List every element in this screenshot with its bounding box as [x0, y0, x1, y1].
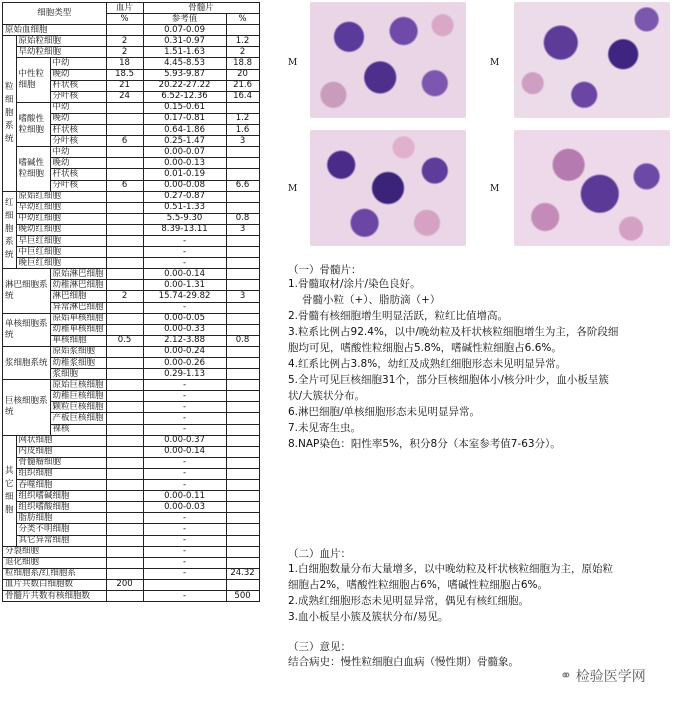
opinion-text: 结合病史：慢性粒细胞白血病（慢性期）骨髓象。 [288, 656, 519, 668]
blood-percent [106, 125, 143, 136]
table-row [3, 36, 260, 47]
reference-value: - [143, 247, 226, 258]
bone-marrow-percent [226, 380, 259, 391]
reference-value: - [143, 524, 226, 535]
bm-item: 骨髓小粒（+）、脂肪滴（+） [302, 294, 441, 306]
bone-marrow-percent: 16.4 [226, 91, 259, 102]
reference-value: 0.00-0.03 [143, 502, 226, 513]
blood-percent: 6 [106, 136, 143, 147]
reference-value: 0.00-0.05 [143, 313, 226, 324]
reference-value: 0.00-0.33 [143, 324, 226, 335]
bone-marrow-percent: 0.8 [226, 335, 259, 346]
cell-type-name: 分叶核 [50, 180, 106, 191]
cell-type-name: 原始单核细胞 [50, 313, 106, 324]
reference-value: - [143, 380, 226, 391]
bm-item: 状/大簇状分布。 [288, 390, 366, 402]
wechat-icon: ⚭ [560, 668, 572, 684]
image-label: M [288, 184, 298, 194]
reference-value: 0.00-0.37 [143, 435, 226, 446]
bone-marrow-percent [226, 191, 259, 202]
cell-type-name: 颗粒巨核细胞 [50, 402, 106, 413]
blood-item: 3.血小板呈小簇及簇状分布/易见。 [288, 611, 449, 623]
cell-type-name: 原始粒细胞 [16, 36, 106, 47]
table-row [3, 247, 260, 258]
bone-marrow-percent: 3 [226, 136, 259, 147]
table-row [3, 524, 260, 535]
blood-item: 2.成熟红细胞形态未见明显异常，偶见有核红细胞。 [288, 595, 530, 607]
reference-value: 0.27-0.87 [143, 191, 226, 202]
blood-percent [106, 202, 143, 213]
reference-value: 0.00-0.14 [143, 269, 226, 280]
blood-percent [106, 502, 143, 513]
cell-type-name: 淋巴细胞 [50, 291, 106, 302]
table-row [3, 213, 260, 224]
reference-value: - [143, 546, 226, 557]
cell-type-name: 分类不明细胞 [16, 524, 106, 535]
table-row [3, 468, 260, 479]
reference-value: - [143, 413, 226, 424]
cell-type-name: 晚巨红细胞 [16, 258, 106, 269]
reference-value: 1.51-1.63 [143, 47, 226, 58]
subgroup-label: 嗜碱性粒细胞 [16, 147, 50, 191]
cell-type-name: 中巨红细胞 [16, 247, 106, 258]
cell-type-name: 杆状核 [50, 80, 106, 91]
reference-value: 0.31-0.97 [143, 36, 226, 47]
blood-percent [106, 468, 143, 479]
table-row [3, 224, 260, 235]
blood-percent [106, 480, 143, 491]
table-row [3, 47, 260, 58]
blood-percent [106, 313, 143, 324]
reference-value: - [143, 402, 226, 413]
blood-percent [106, 247, 143, 258]
image-label: M [288, 58, 298, 68]
micrograph-2 [514, 2, 670, 118]
bm-item: 2.骨髓有核细胞增生明显活跃，粒红比值增高。 [288, 310, 509, 322]
table-row [3, 502, 260, 513]
bone-marrow-percent [226, 468, 259, 479]
blood-percent [106, 590, 143, 601]
cell-type-name: 原始淋巴细胞 [50, 269, 106, 280]
micrograph-1 [310, 2, 466, 118]
reference-value: - [143, 258, 226, 269]
group-label: 红细胞系统 [3, 191, 17, 269]
blood-percent [106, 446, 143, 457]
cell-type-name: 晚幼 [50, 69, 106, 80]
cell-type-name: 骨髓瘤细胞 [16, 457, 106, 468]
bone-marrow-percent [226, 169, 259, 180]
blood-percent [106, 358, 143, 369]
reference-value: - [143, 302, 226, 313]
table-row [3, 202, 260, 213]
cell-type-name: 分裂细胞 [3, 546, 107, 557]
bone-marrow-percent: 2 [226, 47, 259, 58]
bone-marrow-percent: 21.6 [226, 80, 259, 91]
bone-marrow-percent [226, 524, 259, 535]
reference-value: - [143, 568, 226, 579]
reference-value: 0.00-0.26 [143, 358, 226, 369]
header-reference: 参考值 [143, 14, 226, 25]
bone-marrow-percent [226, 557, 259, 568]
table-row [3, 380, 260, 391]
blood-percent [106, 25, 143, 36]
group-label: 淋巴细胞系统 [3, 269, 51, 313]
bm-item: 1.骨髓取材/涂片/染色良好。 [288, 278, 421, 290]
reference-value: 0.07-0.09 [143, 25, 226, 36]
bone-marrow-percent [226, 280, 259, 291]
cell-type-name: 早幼红细胞 [16, 202, 106, 213]
blood-percent [106, 435, 143, 446]
cell-type-name: 幼稚淋巴细胞 [50, 280, 106, 291]
table-row [3, 513, 260, 524]
blood-percent [106, 158, 143, 169]
reference-value: 0.00-0.13 [143, 158, 226, 169]
reference-value: - [143, 535, 226, 546]
reference-value: 0.01-0.19 [143, 169, 226, 180]
header-blood-smear: 血片 [106, 3, 143, 14]
bone-marrow-percent [226, 513, 259, 524]
bm-item: 6.淋巴细胞/单核细胞形态未见明显异常。 [288, 406, 481, 418]
cell-type-name: 原始浆细胞 [50, 346, 106, 357]
cell-type-name: 脂肪细胞 [16, 513, 106, 524]
table-row [3, 346, 260, 357]
table-row [3, 568, 260, 579]
cell-type-name: 其它异常细胞 [16, 535, 106, 546]
table-row [3, 235, 260, 246]
blood-percent: 2 [106, 291, 143, 302]
watermark-text: 检验医学网 [575, 669, 646, 685]
bone-marrow-percent: 3 [226, 291, 259, 302]
bm-item: 4.红系比例占3.8%，幼红及成熟红细胞形态未见明显异常。 [288, 358, 567, 370]
table-row [3, 435, 260, 446]
reference-value: 0.00-0.24 [143, 346, 226, 357]
bone-marrow-percent [226, 324, 259, 335]
table-row [3, 535, 260, 546]
bone-marrow-percent [226, 435, 259, 446]
blood-percent [106, 491, 143, 502]
reference-value: 0.25-1.47 [143, 136, 226, 147]
group-label: 巨核细胞系统 [3, 380, 51, 435]
subgroup-label: 嗜酸性粒细胞 [16, 102, 50, 146]
cell-type-name: 分叶核 [50, 136, 106, 147]
cell-type-name: 产板巨核细胞 [50, 413, 106, 424]
reference-value: 0.00-0.08 [143, 180, 226, 191]
blood-percent: 0.5 [106, 335, 143, 346]
cell-type-name: 中幼 [50, 102, 106, 113]
table-row [3, 579, 260, 590]
table-row [3, 557, 260, 568]
cell-type-name: 单核细胞 [50, 335, 106, 346]
table-row [3, 313, 260, 324]
cell-type-name: 吞噬细胞 [16, 480, 106, 491]
cell-type-name: 晚幼红细胞 [16, 224, 106, 235]
cell-type-name: 骨髓片共数有核细胞数 [3, 590, 107, 601]
reference-value: 6.52-12.36 [143, 91, 226, 102]
bone-marrow-percent [226, 457, 259, 468]
bone-marrow-percent: 0.8 [226, 213, 259, 224]
cell-type-name: 血片共数白细胞数 [3, 579, 107, 590]
reference-value: 0.17-0.81 [143, 113, 226, 124]
bone-marrow-percent: 6.6 [226, 180, 259, 191]
table-row [3, 446, 260, 457]
cell-type-name: 幼稚浆细胞 [50, 358, 106, 369]
blood-percent [106, 535, 143, 546]
cell-type-name: 杆状核 [50, 125, 106, 136]
reference-value: 4.45-8.53 [143, 58, 226, 69]
cell-type-name: 中幼 [50, 147, 106, 158]
reference-value: - [143, 391, 226, 402]
header-percent: % [226, 14, 259, 25]
cell-type-name: 早巨红细胞 [16, 235, 106, 246]
bone-marrow-percent: 20 [226, 69, 259, 80]
bone-marrow-percent [226, 391, 259, 402]
bone-marrow-percent: 3 [226, 224, 259, 235]
reference-value: - [143, 513, 226, 524]
bone-marrow-percent [226, 346, 259, 357]
cell-type-name: 原始红细胞 [16, 191, 106, 202]
reference-value: - [143, 424, 226, 435]
blood-percent: 18 [106, 58, 143, 69]
cell-type-name: 裸核 [50, 424, 106, 435]
blood-percent [106, 402, 143, 413]
bone-marrow-percent [226, 25, 259, 36]
bone-marrow-percent [226, 424, 259, 435]
blood-percent [106, 113, 143, 124]
cell-type-name: 退化细胞 [3, 557, 107, 568]
bone-marrow-percent [226, 446, 259, 457]
watermark [560, 666, 646, 686]
reference-value: 0.15-0.61 [143, 102, 226, 113]
blood-percent [106, 457, 143, 468]
cell-type-name: 杆状核 [50, 169, 106, 180]
reference-value: 0.00-0.14 [143, 446, 226, 457]
table-row [3, 25, 260, 36]
bm-item: 5.全片可见巨核细胞31个，部分巨核细胞体小/核分叶少，血小板呈簇 [288, 374, 609, 386]
blood-percent [106, 557, 143, 568]
reference-value: 5.5-9.30 [143, 213, 226, 224]
blood-percent [106, 546, 143, 557]
bone-marrow-section-title: （一）骨髓片： [288, 264, 362, 276]
image-label: M [490, 184, 500, 194]
blood-percent [106, 224, 143, 235]
reference-value: 0.00-0.11 [143, 491, 226, 502]
blood-percent [106, 213, 143, 224]
table-row [3, 491, 260, 502]
cell-type-name: 幼稚单核细胞 [50, 324, 106, 335]
blood-percent: 18.5 [106, 69, 143, 80]
blood-percent [106, 235, 143, 246]
header-percent: % [106, 14, 143, 25]
cell-type-name: 中幼 [50, 58, 106, 69]
blood-percent: 6 [106, 180, 143, 191]
cell-type-name: 浆细胞 [50, 369, 106, 380]
bone-marrow-percent [226, 502, 259, 513]
blood-percent [106, 269, 143, 280]
cell-type-name: 早幼粒细胞 [16, 47, 106, 58]
blood-percent [106, 324, 143, 335]
micrograph-3 [310, 130, 466, 246]
reference-value: 0.64-1.86 [143, 125, 226, 136]
table-header-row [3, 3, 260, 14]
table-row [3, 269, 260, 280]
reference-value: 0.29-1.13 [143, 369, 226, 380]
blood-percent [106, 302, 143, 313]
header-cell-type: 细胞类型 [3, 3, 107, 25]
bone-marrow-percent: 500 [226, 590, 259, 601]
blood-percent [106, 258, 143, 269]
bone-marrow-percent: 18.8 [226, 58, 259, 69]
reference-value: 0.51-1.33 [143, 202, 226, 213]
blood-percent [106, 413, 143, 424]
blood-percent [106, 102, 143, 113]
blood-section-title: （二）血片： [288, 548, 351, 560]
bone-marrow-percent [226, 369, 259, 380]
blood-percent [106, 346, 143, 357]
bone-marrow-percent [226, 202, 259, 213]
group-label: 粒细胞系统 [3, 36, 17, 191]
table-row [3, 102, 260, 113]
cell-type-name: 异常淋巴细胞 [50, 302, 106, 313]
cell-type-name: 组织嗜碱细胞 [16, 491, 106, 502]
image-label: M [490, 58, 500, 68]
cell-type-name: 组织细胞 [16, 468, 106, 479]
reference-value: - [143, 480, 226, 491]
cell-type-name: 晚幼 [50, 113, 106, 124]
blood-percent: 2 [106, 36, 143, 47]
table-row [3, 546, 260, 557]
bone-marrow-percent [226, 235, 259, 246]
blood-percent [106, 280, 143, 291]
blood-percent: 21 [106, 80, 143, 91]
reference-value: - [143, 590, 226, 601]
blood-percent [106, 513, 143, 524]
cell-type-name: 原始血细胞 [3, 25, 107, 36]
blood-percent [106, 369, 143, 380]
bone-marrow-percent [226, 258, 259, 269]
blood-percent [106, 191, 143, 202]
reference-value: - [143, 557, 226, 568]
group-label: 单核细胞系统 [3, 313, 51, 346]
reference-value: - [143, 457, 226, 468]
header-bone-marrow-smear: 骨髓片 [143, 3, 259, 14]
bone-marrow-percent: 1.6 [226, 125, 259, 136]
cell-type-name: 原始巨核细胞 [50, 380, 106, 391]
bone-marrow-percent [226, 102, 259, 113]
bone-marrow-percent [226, 269, 259, 280]
cell-type-name: 中幼红细胞 [16, 213, 106, 224]
bone-marrow-percent [226, 546, 259, 557]
bone-marrow-percent [226, 535, 259, 546]
bm-item: 8.NAP染色：阳性率5%，积分8分（本室参考值7-63分）。 [288, 438, 561, 450]
reference-value: 0.00-1.31 [143, 280, 226, 291]
table-row [3, 480, 260, 491]
bone-marrow-percent: 1.2 [226, 36, 259, 47]
blood-percent [106, 391, 143, 402]
bone-marrow-percent [226, 358, 259, 369]
table-row [3, 58, 260, 69]
reference-value: - [143, 468, 226, 479]
blood-percent: 2 [106, 47, 143, 58]
bone-marrow-percent [226, 413, 259, 424]
micrograph-4 [514, 130, 670, 246]
bm-item: 7.未见寄生虫。 [288, 422, 362, 434]
bone-marrow-percent: 24.32 [226, 568, 259, 579]
blood-percent [106, 524, 143, 535]
table-row [3, 590, 260, 601]
group-label: 其它细胞 [3, 435, 17, 546]
cell-type-name: 组织嗜酸细胞 [16, 502, 106, 513]
table-row [3, 457, 260, 468]
blood-percent [106, 380, 143, 391]
bone-marrow-percent [226, 313, 259, 324]
cell-type-name: 内皮细胞 [16, 446, 106, 457]
bone-marrow-percent [226, 491, 259, 502]
blood-percent: 200 [106, 579, 143, 590]
table-row [3, 258, 260, 269]
table-row [3, 147, 260, 158]
subgroup-label: 中性粒细胞 [16, 58, 50, 102]
bone-marrow-percent [226, 302, 259, 313]
blood-item: 1.白细胞数量分布大量增多，以中晚幼粒及杆状核粒细胞为主，原始粒 [288, 563, 614, 575]
bone-marrow-percent [226, 402, 259, 413]
table-row [3, 191, 260, 202]
blood-percent [106, 169, 143, 180]
reference-value: 2.12-3.88 [143, 335, 226, 346]
blood-percent [106, 568, 143, 579]
reference-value: 15.74-29.82 [143, 291, 226, 302]
cell-type-name: 粒细胞系/红细胞系 [3, 568, 107, 579]
cell-type-name: 网状细胞 [16, 435, 106, 446]
blood-percent [106, 147, 143, 158]
bone-marrow-percent: 1.2 [226, 113, 259, 124]
cell-type-name: 幼稚巨核细胞 [50, 391, 106, 402]
reference-value: 8.39-13.11 [143, 224, 226, 235]
group-label: 浆细胞系统 [3, 346, 51, 379]
reference-value: - [143, 235, 226, 246]
cell-type-name: 晚幼 [50, 158, 106, 169]
bone-marrow-percent [226, 158, 259, 169]
bone-marrow-percent [226, 480, 259, 491]
blood-item: 细胞占2%，嗜酸性粒细胞占6%，嗜碱性粒细胞占6%。 [288, 579, 548, 591]
blood-percent [106, 424, 143, 435]
cell-type-name: 分叶核 [50, 91, 106, 102]
opinion-section-title: （三）意见： [288, 641, 351, 653]
bm-item: 3.粒系比例占92.4%，以中/晚幼粒及杆状核粒细胞增生为主，各阶段细 [288, 326, 619, 338]
reference-value: 20.22-27.22 [143, 80, 226, 91]
reference-value: 0.00-0.07 [143, 147, 226, 158]
bone-marrow-percent [226, 247, 259, 258]
bm-item: 胞均可见，嗜酸性粒细胞占5.8%，嗜碱性粒细胞占6.6%。 [288, 342, 562, 354]
reference-value [143, 579, 226, 590]
reference-value: 5.93-9.87 [143, 69, 226, 80]
cell-count-table [2, 2, 260, 602]
blood-percent: 24 [106, 91, 143, 102]
bone-marrow-percent [226, 579, 259, 590]
bone-marrow-percent [226, 147, 259, 158]
